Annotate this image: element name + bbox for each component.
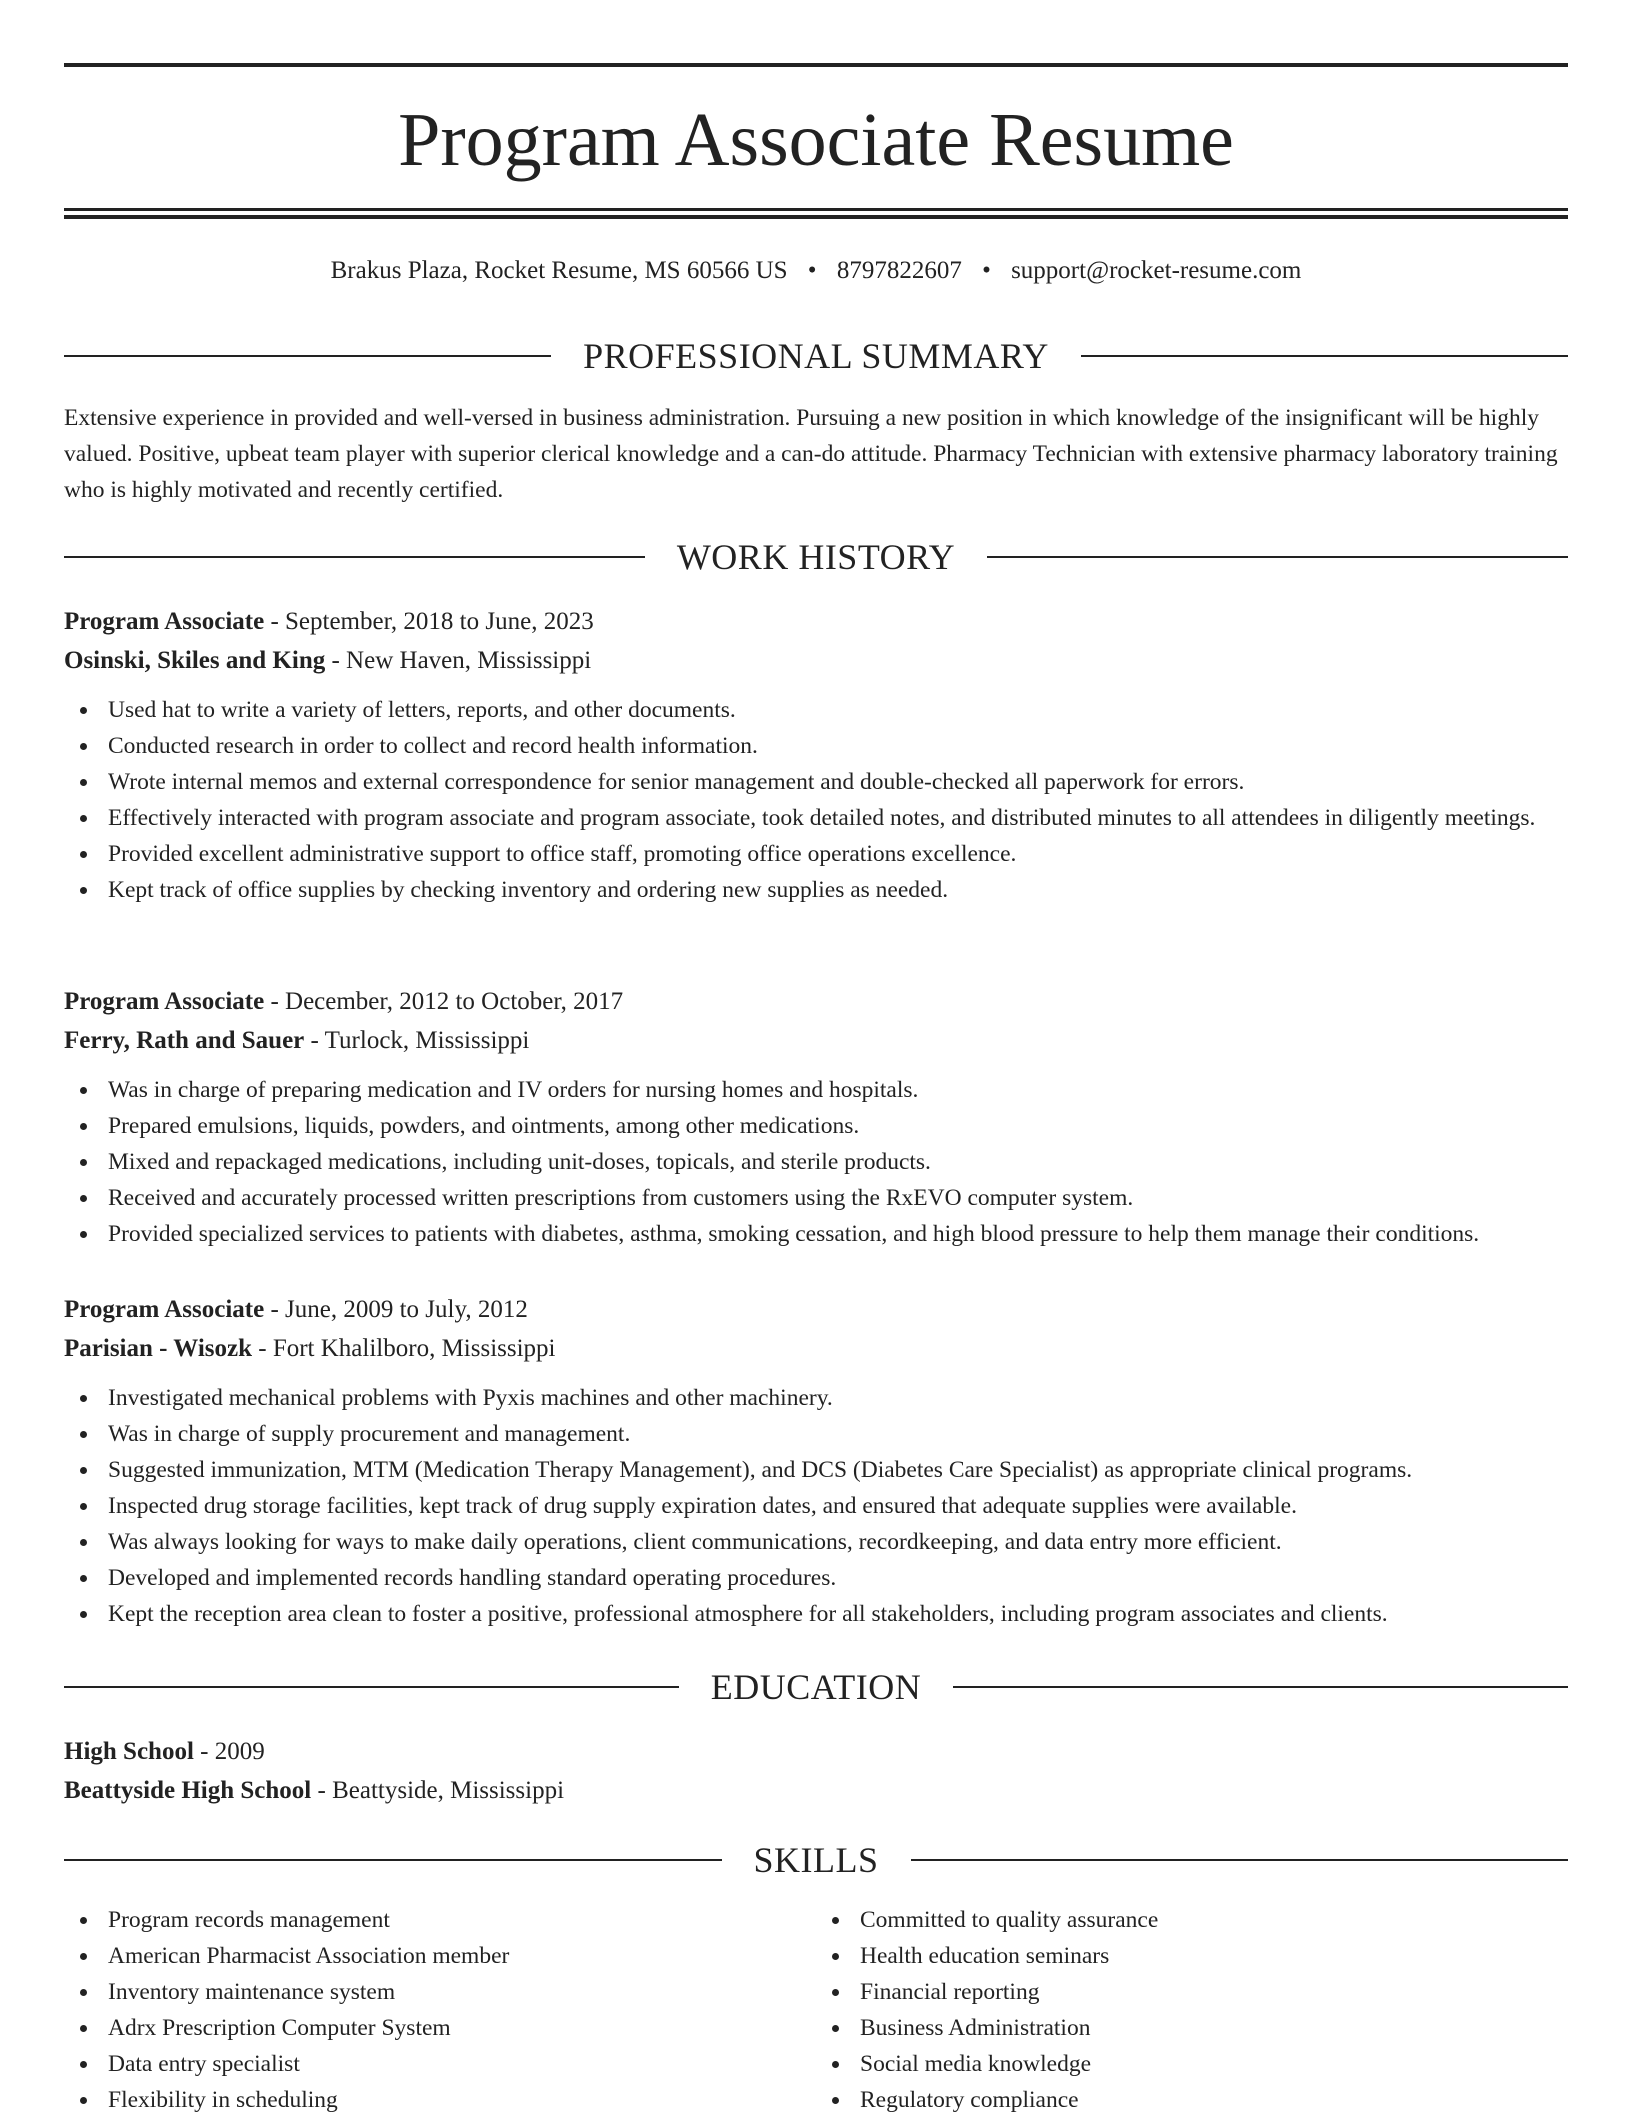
list-item: Prepared emulsions, liquids, powders, and ointments, among other medications. <box>64 1108 1568 1144</box>
list-item: Kept track of office supplies by checking inventory and ordering new supplies as needed. <box>64 872 1568 908</box>
list-item: Provided excellent administrative support to office staff, promoting office operations excellence. <box>64 836 1568 872</box>
list-item: Received and accurately processed written prescriptions from customers using the RxEVO computer system. <box>64 1180 1568 1216</box>
list-item: Suggested immunization, MTM (Medication Therapy Management), and DCS (Diabetes Care Specialist) as appropriate clinical programs. <box>64 1452 1568 1488</box>
section-rule-right <box>953 1686 1568 1688</box>
job-title-line <box>64 1290 1568 1329</box>
list-item: Inventory maintenance system <box>64 1974 816 2010</box>
job-location: - New Haven, Mississippi <box>325 647 592 674</box>
education-school-line <box>64 1771 1568 1810</box>
education-entry <box>64 1732 1568 1810</box>
job-duties-list <box>64 1380 1568 1632</box>
job-dates: - June, 2009 to July, 2012 <box>264 1296 528 1323</box>
list-item: Social media knowledge <box>816 2046 1568 2082</box>
list-item: Committed to quality assurance <box>816 1902 1568 1938</box>
title-divider-lower <box>64 215 1568 219</box>
section-header-education <box>64 1667 1568 1707</box>
summary-text: Extensive experience in provided and well-versed in business administration. Pursuing a new position in which knowledge of the insignificant will be highly valued. Positive, upbeat team player with superior clerical knowledge and a can-do attitude. Pharmacy Technician with extensive pharmacy laboratory training who is highly motivated and recently certified. <box>64 405 1558 503</box>
list-item: Flexibility in scheduling <box>64 2082 816 2118</box>
skills-list <box>816 1902 1568 2118</box>
job-company: Parisian - Wisozk <box>64 1335 252 1362</box>
list-item: Provided specialized services to patients with diabetes, asthma, smoking cessation, and high blood pressure to help them manage their conditions. <box>64 1216 1568 1252</box>
skills-column-left <box>64 1902 816 2118</box>
resume-title: Program Associate Resume <box>398 98 1234 182</box>
job-title-line <box>64 982 1568 1021</box>
section-rule-left <box>64 1859 722 1861</box>
list-item: Investigated mechanical problems with Pyxis machines and other machinery. <box>64 1380 1568 1416</box>
title-divider-upper <box>64 208 1568 211</box>
job-entry <box>64 1290 1568 1632</box>
section-title: PROFESSIONAL SUMMARY <box>583 336 1049 376</box>
job-company-line <box>64 641 1568 680</box>
contact-address: Brakus Plaza, Rocket Resume, MS 60566 US <box>330 257 788 284</box>
section-rule-right <box>911 1859 1569 1861</box>
section-title: EDUCATION <box>710 1667 922 1707</box>
list-item: Business Administration <box>816 2010 1568 2046</box>
job-dates: - September, 2018 to June, 2023 <box>264 608 594 635</box>
job-duties-list <box>64 692 1568 908</box>
job-title-line <box>64 602 1568 641</box>
list-item: Conducted research in order to collect and record health information. <box>64 728 1568 764</box>
skills-columns <box>64 1902 1568 2118</box>
skills-column-right <box>816 1902 1568 2118</box>
education-degree: High School <box>64 1738 194 1765</box>
contact-phone: 8797822607 <box>836 257 962 284</box>
section-rule-left <box>64 556 645 558</box>
contact-email: support@rocket-resume.com <box>1011 257 1302 284</box>
education-degree-line <box>64 1732 1568 1771</box>
list-item: Was in charge of preparing medication and IV orders for nursing homes and hospitals. <box>64 1072 1568 1108</box>
job-location: - Fort Khalilboro, Mississippi <box>252 1335 556 1362</box>
job-company: Ferry, Rath and Sauer <box>64 1027 305 1054</box>
list-item: Health education seminars <box>816 1938 1568 1974</box>
job-company-line <box>64 1329 1568 1368</box>
section-header-skills <box>64 1840 1568 1880</box>
job-entry <box>64 982 1568 1252</box>
job-entry <box>64 602 1568 908</box>
list-item: Mixed and repackaged medications, including unit-doses, topicals, and sterile products. <box>64 1144 1568 1180</box>
section-rule-right <box>1081 355 1568 357</box>
job-duties-list <box>64 1072 1568 1252</box>
list-item: Developed and implemented records handling standard operating procedures. <box>64 1560 1568 1596</box>
list-item: American Pharmacist Association member <box>64 1938 816 1974</box>
list-item: Data entry specialist <box>64 2046 816 2082</box>
section-rule-left <box>64 355 551 357</box>
list-item: Wrote internal memos and external correspondence for senior management and double-checked all paperwork for errors. <box>64 764 1568 800</box>
section-title: WORK HISTORY <box>676 537 956 577</box>
list-item: Was always looking for ways to make daily operations, client communications, recordkeeping, and data entry more efficient. <box>64 1524 1568 1560</box>
top-divider <box>64 63 1568 67</box>
section-header-work-history <box>64 537 1568 577</box>
contact-separator: • <box>807 257 817 284</box>
education-location: - Beattyside, Mississippi <box>311 1777 565 1804</box>
job-title: Program Associate <box>64 608 265 635</box>
job-company-line <box>64 1021 1568 1060</box>
contact-line <box>64 254 1568 288</box>
list-item: Program records management <box>64 1902 816 1938</box>
list-item: Kept the reception area clean to foster a positive, professional atmosphere for all stakeholders, including program associates and clients. <box>64 1596 1568 1632</box>
job-dates: - December, 2012 to October, 2017 <box>264 988 624 1015</box>
list-item: Financial reporting <box>816 1974 1568 2010</box>
list-item: Regulatory compliance <box>816 2082 1568 2118</box>
skills-list <box>64 1902 816 2118</box>
education-school: Beattyside High School <box>64 1777 312 1804</box>
job-company: Osinski, Skiles and King <box>64 647 326 674</box>
list-item: Inspected drug storage facilities, kept track of drug supply expiration dates, and ensured that adequate supplies were available. <box>64 1488 1568 1524</box>
list-item: Adrx Prescription Computer System <box>64 2010 816 2046</box>
job-title: Program Associate <box>64 1296 265 1323</box>
job-location: - Turlock, Mississippi <box>304 1027 530 1054</box>
section-rule-left <box>64 1686 679 1688</box>
section-rule-right <box>987 556 1568 558</box>
list-item: Used hat to write a variety of letters, reports, and other documents. <box>64 692 1568 728</box>
job-title: Program Associate <box>64 988 265 1015</box>
contact-separator: • <box>982 257 991 284</box>
section-title: SKILLS <box>753 1840 879 1880</box>
list-item: Was in charge of supply procurement and management. <box>64 1416 1568 1452</box>
education-year: - 2009 <box>193 1738 265 1765</box>
section-header-summary <box>64 336 1568 376</box>
list-item: Effectively interacted with program associate and program associate, took detailed notes, and distributed minutes to all attendees in diligently meetings. <box>64 800 1568 836</box>
